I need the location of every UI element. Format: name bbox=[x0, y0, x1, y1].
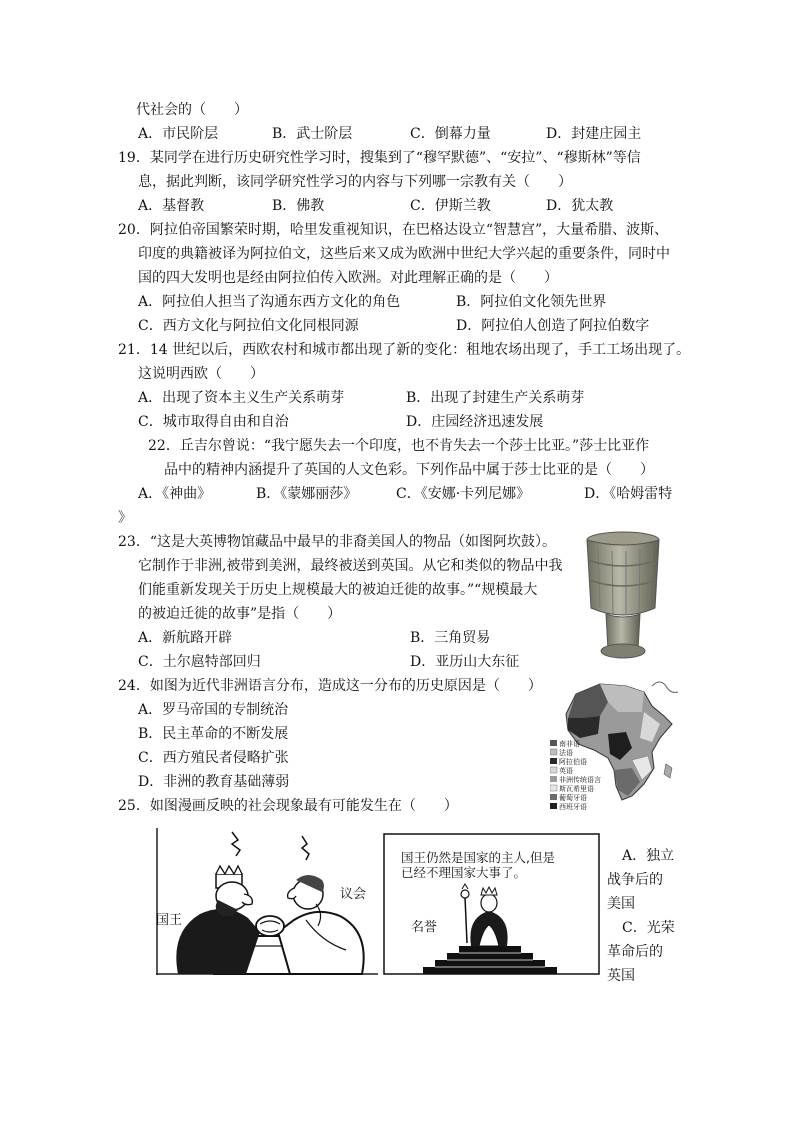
q18-stem-tail: 代社会的（ ） bbox=[136, 102, 248, 118]
q22-option-a: A．《神曲》 bbox=[138, 486, 212, 502]
q19-option-b: B．佛教 bbox=[272, 198, 325, 214]
q21-option-a: A．出现了资本主义生产关系萌芽 bbox=[138, 390, 345, 406]
q19-stem-line2: 息，据此判断，该同学研究性学习的内容与下列哪一宗教有关（ ） bbox=[138, 174, 572, 190]
akan-drum-image bbox=[578, 530, 668, 665]
q20-stem-line3: 国的四大发明也是经由阿拉伯传入欧洲。对此理解正确的是（ ） bbox=[138, 270, 558, 286]
q22-option-b: B．《蒙娜丽莎》 bbox=[256, 486, 358, 502]
cartoon-caption-line1: 国王仍然是国家的主人,但是 bbox=[401, 850, 555, 865]
q22-option-d: D．《哈姆雷特 bbox=[584, 486, 673, 502]
q21-stem-line2: 这说明西欧（ ） bbox=[138, 366, 264, 382]
legend-swatch bbox=[550, 785, 557, 791]
q19-option-c: C．伊斯兰教 bbox=[410, 198, 491, 214]
legend-swatch bbox=[550, 740, 557, 746]
q25-option-a-line1: A．独立 bbox=[622, 848, 675, 864]
q23-stem-line2: 它制作于非洲,被带到美洲，最终被送到英国。从它和类似的物品中我 bbox=[138, 558, 563, 574]
q20-option-a: A．阿拉伯人担当了沟通东西方文化的角色 bbox=[138, 294, 401, 310]
q25-option-a-line2: 战争后的 bbox=[607, 872, 663, 888]
q18-option-b: B．武士阶层 bbox=[272, 126, 353, 142]
q25-option-c-line1: C．光荣 bbox=[622, 920, 675, 936]
q24-option-d: D．非洲的教育基础薄弱 bbox=[138, 774, 290, 790]
cartoon-king-label: 国王 bbox=[156, 913, 183, 928]
q22-option-c: C．《安娜·卡列尼娜》 bbox=[396, 486, 531, 502]
q23-stem-line3: 们能重新发现关于历史上规模最大的被迫迁徙的故事。”“规模最大 bbox=[138, 582, 538, 598]
q18-option-d: D．封建庄园主 bbox=[546, 126, 642, 142]
legend-label: 南非语 bbox=[559, 740, 580, 748]
q23-stem-line4: 的被迫迁徙的故事”是指（ ） bbox=[138, 606, 342, 622]
cartoon-king-vs-parliament bbox=[156, 828, 378, 976]
legend-swatch bbox=[550, 767, 557, 773]
q23-option-a: A．新航路开辟 bbox=[138, 630, 233, 646]
q22-stem-line2: 品中的精神内涵提升了英国的人文色彩。下列作品中属于莎士比亚的是（ ） bbox=[164, 462, 654, 478]
q24-stem: 24．如图为近代非洲语言分布，造成这一分布的历史原因是（ ） bbox=[118, 678, 542, 694]
q25-option-c-line2: 革命后的 bbox=[607, 944, 663, 960]
legend-swatch bbox=[550, 794, 557, 800]
cartoon-honorary-king bbox=[383, 833, 600, 975]
q20-option-d: D．阿拉伯人创造了阿拉伯数字 bbox=[456, 318, 650, 334]
legend-label: 葡萄牙语 bbox=[559, 794, 587, 802]
q18-option-a: A．市民阶层 bbox=[138, 126, 219, 142]
q21-option-d: D．庄园经济迅速发展 bbox=[406, 414, 544, 430]
q24-option-b: B．民主革命的不断发展 bbox=[138, 726, 289, 742]
legend-label: 西班牙语 bbox=[559, 803, 587, 811]
q24-option-c: C．西方殖民者侵略扩张 bbox=[138, 750, 289, 766]
legend-swatch bbox=[550, 776, 557, 782]
q21-option-c: C．城市取得自由和自治 bbox=[138, 414, 289, 430]
q19-option-a: A．基督教 bbox=[138, 198, 205, 214]
legend-swatch bbox=[550, 749, 557, 755]
legend-label: 英语 bbox=[559, 767, 573, 775]
legend-label: 非洲传统语言 bbox=[559, 776, 601, 784]
africa-map-legend bbox=[550, 738, 622, 816]
q21-option-b: B．出现了封建生产关系萌芽 bbox=[406, 390, 585, 406]
legend-swatch bbox=[550, 803, 557, 809]
q20-option-b: B．阿拉伯文化领先世界 bbox=[456, 294, 607, 310]
q22-option-d-wrap: 》 bbox=[118, 510, 132, 526]
legend-label: 斯瓦希里语 bbox=[559, 785, 594, 793]
q22-stem-line1: 22．丘吉尔曾说：“我宁愿失去一个印度，也不肯失去一个莎士比亚。”莎士比亚作 bbox=[148, 438, 650, 454]
q20-stem-line1: 20．阿拉伯帝国繁荣时期，哈里发重视知识，在巴格达设立“智慧宫”，大量希腊、波斯、 bbox=[118, 222, 669, 238]
q23-stem-line1: 23．“这是大英博物馆藏品中最早的非裔美国人的物品（如图阿坎鼓）。 bbox=[118, 534, 556, 550]
q20-option-c: C．西方文化与阿拉伯文化同根同源 bbox=[138, 318, 359, 334]
q21-stem-line1: 21．14 世纪以后，西欧农村和城市都出现了新的变化：租地农场出现了，手工工场出现了。 bbox=[118, 342, 691, 358]
cartoon-parliament-label: 议会 bbox=[340, 887, 367, 902]
q23-option-d: D．亚历山大东征 bbox=[410, 654, 520, 670]
q20-stem-line2: 印度的典籍被译为阿拉伯文，这些后来又成为欧洲中世纪大学兴起的重要条件，同时中 bbox=[138, 246, 670, 262]
legend-label: 法语 bbox=[559, 749, 573, 757]
q19-option-d: D．犹太教 bbox=[546, 198, 614, 214]
q25-option-c-line3: 英国 bbox=[607, 968, 635, 984]
q19-stem-line1: 19．某同学在进行历史研究性学习时，搜集到了“穆罕默德”、“安拉”、“穆斯林”等信 bbox=[118, 150, 641, 166]
q24-option-a: A．罗马帝国的专制统治 bbox=[138, 702, 289, 718]
q25-option-a-line3: 美国 bbox=[607, 896, 635, 912]
q23-option-c: C．土尔扈特部回归 bbox=[138, 654, 261, 670]
q23-option-b: B．三角贸易 bbox=[410, 630, 491, 646]
legend-swatch bbox=[550, 758, 557, 764]
q18-option-c: C．倒幕力量 bbox=[410, 126, 491, 142]
q25-stem: 25．如图漫画反映的社会现象最有可能发生在（ ） bbox=[118, 798, 458, 814]
legend-label: 阿拉伯语 bbox=[559, 758, 587, 766]
cartoon-caption-line2: 已经不理国家大事了。 bbox=[401, 865, 527, 880]
cartoon-honor-label: 名誉 bbox=[411, 920, 438, 935]
